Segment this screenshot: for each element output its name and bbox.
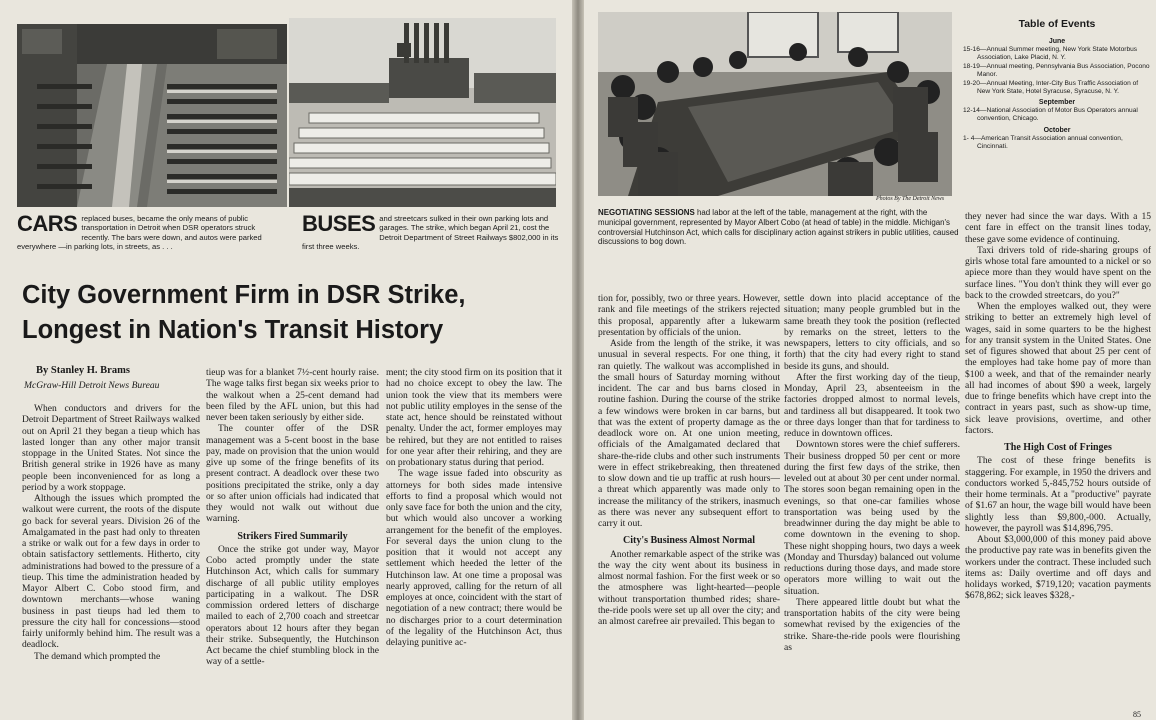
toc-event: 1- 4—American Transit Association annual convention, Cincinnati. (963, 135, 1123, 151)
right-page (584, 0, 1156, 720)
high-cost-heading: The High Cost of Fringes (1004, 442, 1112, 453)
toc-title: Table of Events (1018, 18, 1096, 30)
negotiating-sessions-photo (598, 12, 952, 196)
page-gutter (572, 0, 584, 720)
right-col1-paragraph: Aside from the length of the strike, it was unusual in several respects. For one thing, it ran quietly. The walkout was accomplished in the small hours of Saturday morning without incident. The car and bus barns closed in routine fashion. During the course of the strike a few windows were broken in car barns, but that was the extent of property damage as the deadlock wore on. At one union meeting, officials of the Amalgamated declared that share-the-ride clubs and other such instruments were in effect strikebreaking, then threatened to slow down and tie up traffic at rush hours—a threat which apparently was made only to increase the militancy of the strikers, inasmuch as there was never any subsequent effort to carry it out. (598, 338, 780, 529)
cars-parking-illustration (17, 24, 287, 207)
buses-garage-photo (289, 18, 556, 207)
right-col2-paragraph: Downtown stores were the chief sufferers. Their business dropped 50 per cent or more during the first few days of the strike, then leveled out at about 30 per cent under normal. The stores soon began remaining open in the evenings, so that one-car families whose transportation was being used by the breadwinner during the day might be able to come downtown in the evening to shop. These night shopping hours, two days a week (Monday and Thursday) balanced out volume reductions during those days, and made store operators more willing to wait out the situation. (784, 439, 960, 597)
left-column-1 (22, 403, 200, 720)
toc-month: September (1038, 99, 1076, 107)
toc-event: 15-16—Annual Summer meeting, New York State Motorbus Association, Lake Placid, N. Y. (963, 46, 1138, 61)
page-number: 85 (1133, 710, 1141, 719)
right-column-1 (598, 293, 780, 720)
right-col3-paragraph: About $3,000,000 of this money paid above the productive pay rate was in benefits given the workers under the contract. These included such items as: Daily overtime and off days and holidays worked, $719,120; vacation payments $678,862; sick leaves $328,- (965, 534, 1151, 602)
left-col3-paragraph: The wage issue faded into obscurity as attorneys for both sides made intensive efforts to find a proposal which would not only save face for both the union and the city, but which would also uncover a working arrangement for the benefit of the employes. For several days the union clung to the position that it would not accept any settlement which heeded the letter of the Hutchinson law. At one time a proposal was nearly approved, calling for the return of all employes at once, coincident with the start of negotiation of a new contract; there would be no discharges prior to a court determination of the legality of the Hutchinson Act, thus delaying punitive ac- (386, 468, 562, 648)
strikers-fired-heading: Strikers Fired Summarily (237, 530, 348, 542)
negotiating-caption (598, 208, 960, 247)
right-col1-paragraph: Another remarkable aspect of the strike was the way the city went about its business in almost normal fashion. For the first week or so the atmosphere was light-hearted—people without transportation thumbed rides; share-the-ride pools were set up all over the city; and an almost carefree air prevailed. This began to (598, 548, 780, 627)
negotiating-caption-lead: NEGOTIATING SESSIONS (598, 208, 695, 217)
toc-month: June (1048, 38, 1066, 45)
right-col3-paragraph: they never had since the war days. With a 15 cent fare in effect on the transit lines today, these gave some evidence of continuing. (965, 211, 1151, 245)
buses-caption-lead: BUSES (302, 211, 376, 236)
right-col2-paragraph: After the first working day of the tieup, Monday, April 23, absenteeism in the factories dropped almost to normal levels, and tardiness all but disappeared. It took two or three days longer than that for tardiness to reduce in downtown offices. (784, 371, 960, 439)
left-col1-paragraph: The demand which prompted the (34, 650, 161, 662)
toc-event: 12-14—National Association of Motor Bus Operators annual convention, Chicago. (963, 107, 1138, 123)
bureau: McGraw-Hill Detroit News Bureau (24, 380, 160, 391)
left-col2-paragraph: Once the strike got under way, Mayor Cobo acted promptly under the state Hutchinson Act, which calls for summary discharge of all public utility employes participating in a walkout. The DSR commission ordered letters of discharge mailed to each of 2,700 coach and streetcar operators about 12 hours after they began their strike. Subsequently, the Hutchinson Act became the chief stumbling block in the way of a settle- (206, 543, 379, 668)
right-column-2 (784, 293, 960, 720)
right-column-3 (965, 211, 1151, 714)
toc-event: 18-19—Annual meeting, Pennsylvania Bus Association, Pocono Manor. (963, 62, 1150, 78)
buses-caption (302, 211, 560, 251)
headline-line-2: Longest in Nation's Transit History (22, 316, 444, 344)
negotiating-caption-text: had labor at the left of the table, management at the right, with the municipal government, represented by Mayor Albert Cobo (at head of table) in the middle. Michigan's controversial Hutchinson Act, which calls for disciplinary action against strikers in public utilities, caused discussions to bog down. (598, 208, 959, 247)
right-col3-paragraph: Taxi drivers told of ride-sharing groups of girls whose total fare amounted to a nickel or so apiece more than they would have spent on the surface lines. "You don't think they will ever go back to the crowded streetcars, do you?" (965, 244, 1151, 301)
right-col1-paragraph: tion for, possibly, two or three years. However, rank and file meetings of the strikers rejected this proposal, apparently after a lukewarm presentation by officials of the union. (598, 293, 780, 338)
cars-caption (17, 211, 279, 251)
left-page (0, 0, 572, 720)
buses-caption-text: and streetcars sulked in their own parking lots and garages. The strike, which began April 21, cost the Detroit Department of Street Railways $802,000 in its first three weeks. (302, 214, 559, 251)
right-col2-paragraph: settle down into placid acceptance of the situation; many people grumbled but in the same breath they took the position (reflected by remarks on the street, letters to the newspapers, letters to city officials, and so forth) that the city had every right to stand beside its guns, and should. (784, 293, 960, 372)
left-col2-paragraph: tieup was for a blanket 7½-cent hourly raise. The wage talks first began six weeks prior to the walkout when a 25-cent demand had been filed by the AFL union, but this had never been taken seriously by either side. (206, 367, 379, 423)
left-column-2 (206, 367, 379, 720)
headline-line-1: City Government Firm in DSR Strike, (22, 281, 466, 309)
buses-garage-illustration (289, 18, 556, 207)
toc-month: October (1043, 127, 1071, 135)
photo-credit: Photos By The Detroit News (876, 196, 945, 202)
right-col2-paragraph: There appeared little doubt but what the transportation habits of the city were being somewhat revised by the exigencies of the strike. Share-the-ride pools were flourishing as (784, 596, 960, 653)
byline: By Stanley H. Brams (36, 365, 130, 376)
article-headline (22, 278, 562, 348)
left-col3-paragraph: ment; the city stood firm on its position that it had no choice except to obey the law. The union took the view that its members were not public utility employes in the sense of the state act, hence should be reinstated without penalty. Under the act, former employes may be rehired, but they are not entitled to raises for one year after their rehiring, and they are on probationary status during that period. (386, 367, 562, 468)
cars-caption-text: replaced buses, became the only means of public transportation in Detroit when DSR operators struck recently. The bars were down, and autos were parked everywhere —in parking lots, in streets, as . . . (17, 214, 262, 251)
left-col1-paragraph: When conductors and drivers for the Detroit Department of Street Railways walked out on April 21 they began a tieup which has lasted longer than any other major transit stoppage in the United States. Not since the British general strike in 1926 have as many people been inconvenienced for as long a period by a work stoppage. (22, 403, 200, 493)
left-col2-paragraph: The counter offer of the DSR management was a 5-cent boost in the base pay, made on provision that the union would give up some of the fringe benefits of its present contract. A deadlock over these two positions precipitated the strike, only a day or so after union officials had indicated that they would not walk out without due warning. (206, 423, 379, 525)
meeting-table-illustration (598, 12, 952, 196)
cars-caption-lead: CARS (17, 211, 78, 236)
left-col1-paragraph: Although the issues which prompted the walkout were current, the roots of the dispute go back for several years. Division 26 of the Amalgamated in the past had only to threaten a strike or walk out for a few days in order to obtain satisfactory settlements. Hitherto, city administrations had bowed to the pressure of a tieup. This time the administration headed by Mayor Albert C. Cobo stood firm, and downtown merchants—whose waning business in past tieups had led them to pressure the city hall for concessions—stood fairly uniformly behind him. The result was a deadlock. (22, 493, 200, 651)
left-column-3 (386, 367, 562, 720)
right-col3-paragraph: When the employes walked out, they were striking to better an extremely high level of wages, said in some quarters to be the highest for any transit system in the United States. One set of figures showed that about 25 per cent of the employes had take home pay of more than $100 a week, and that of the remainder nearly all had incomes of about $90 a week, largely due to fringe benefits which have crept into the contract in years past, such as show-up time, sick leave provisions, overtime, and other factors. (965, 301, 1151, 436)
cars-parking-photo (17, 24, 287, 207)
table-of-events (963, 8, 1151, 188)
right-col3-paragraph: The cost of these fringe benefits is staggering. For example, in 1950 the drivers and conductors worked 5,-845,752 hours outside of their home terminals. At a "productive" payrate of $1.67 an hour, the wage bill would have been slightly less than $9,800,-000. Actually, however, the payroll was $14,896,795. (965, 455, 1151, 534)
toc-event: 19-20—Annual Meeting, Inter-City Bus Traffic Association of New York State, Hotel Syracuse, Syracuse, N. Y. (963, 79, 1139, 95)
business-normal-heading: City's Business Almost Normal (623, 535, 755, 547)
